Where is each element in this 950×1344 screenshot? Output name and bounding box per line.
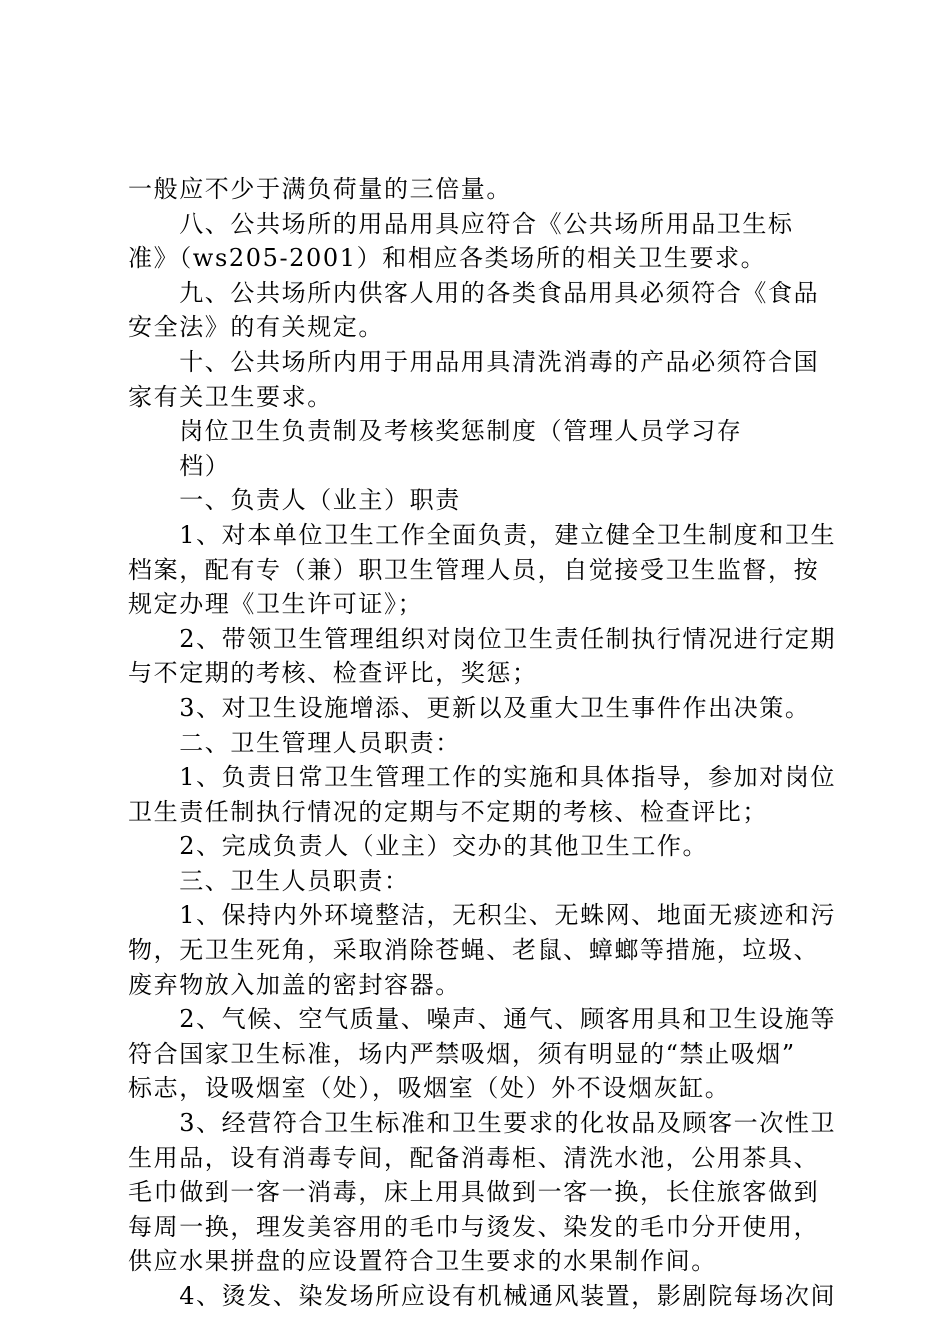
text-line: 档案，配有专（兼）职卫生管理人员，自觉接受卫生监督，按 bbox=[128, 555, 820, 584]
text-line: 十、公共场所内用于用品用具清洗消毒的产品必须符合国 bbox=[128, 347, 820, 376]
text-line: 4、烫发、染发场所应设有机械通风装置，影剧院每场次间 bbox=[128, 1282, 837, 1310]
text-line: 与不定期的考核、检查评比，奖惩； bbox=[128, 659, 538, 688]
text-line: 标志，设吸烟室（处），吸烟室（处）外不设烟灰缸。 bbox=[128, 1074, 731, 1103]
text-line: 安全法》的有关规定。 bbox=[128, 313, 384, 342]
text-line: 废弃物放入加盖的密封容器。 bbox=[128, 970, 461, 999]
text-line: 一般应不少于满负荷量的三倍量。 bbox=[128, 175, 512, 203]
text-line: 卫生责任制执行情况的定期与不定期的考核、检查评比； bbox=[128, 797, 768, 826]
text-line: 3、对卫生设施增添、更新以及重大卫生事件作出决策。 bbox=[128, 693, 811, 722]
text-line: 2、完成负责人（业主）交办的其他卫生工作。 bbox=[128, 832, 709, 861]
text-line: 1、对本单位卫生工作全面负责，建立健全卫生制度和卫生 bbox=[128, 520, 837, 549]
text-line: 物，无卫生死角，采取消除苍蝇、老鼠、蟑螂等措施，垃圾、 bbox=[128, 936, 820, 965]
text-line: 规定办理《卫生许可证》； bbox=[128, 590, 424, 619]
text-line: 生用品，设有消毒专间，配备消毒柜、清洗水池，公用茶具、 bbox=[128, 1143, 820, 1172]
text-line: 毛巾做到一客一消毒，床上用具做到一客一换，长住旅客做到 bbox=[128, 1178, 820, 1207]
text-line: 每周一换，理发美容用的毛巾与烫发、染发的毛巾分开使用， bbox=[128, 1212, 820, 1241]
text-line: 供应水果拼盘的应设置符合卫生要求的水果制作间。 bbox=[128, 1247, 717, 1276]
text-line: 1、保持内外环境整洁，无积尘、无蛛网、地面无痰迹和污 bbox=[128, 901, 837, 930]
section-heading: 岗位卫生负责制及考核奖惩制度（管理人员学习存 bbox=[128, 417, 743, 446]
subsection-heading: 一、负责人（业主）职责 bbox=[128, 486, 461, 515]
subsection-heading: 三、卫生人员职责： bbox=[128, 866, 410, 895]
text-line: 准》（ws205-2001）和相应各类场所的相关卫生要求。 bbox=[128, 244, 767, 273]
text-line: 符合国家卫生标准，场内严禁吸烟，须有明显的“禁止吸烟” bbox=[128, 1039, 796, 1068]
text-line: 3、经营符合卫生标准和卫生要求的化妆品及顾客一次性卫 bbox=[128, 1109, 837, 1138]
text-line: 2、气候、空气质量、噪声、通气、顾客用具和卫生设施等 bbox=[128, 1005, 837, 1034]
text-line: 2、带领卫生管理组织对岗位卫生责任制执行情况进行定期 bbox=[128, 624, 837, 653]
text-line: 八、公共场所的用品用具应符合《公共场所用品卫生标 bbox=[128, 209, 794, 238]
section-heading: 档） bbox=[128, 451, 231, 480]
text-line: 九、公共场所内供客人用的各类食品用具必须符合《食品 bbox=[128, 278, 820, 307]
text-line: 家有关卫生要求。 bbox=[128, 382, 333, 411]
document-body bbox=[128, 172, 838, 1314]
text-line: 1、负责日常卫生管理工作的实施和具体指导，参加对岗位 bbox=[128, 763, 837, 792]
subsection-heading: 二、卫生管理人员职责： bbox=[128, 728, 461, 757]
